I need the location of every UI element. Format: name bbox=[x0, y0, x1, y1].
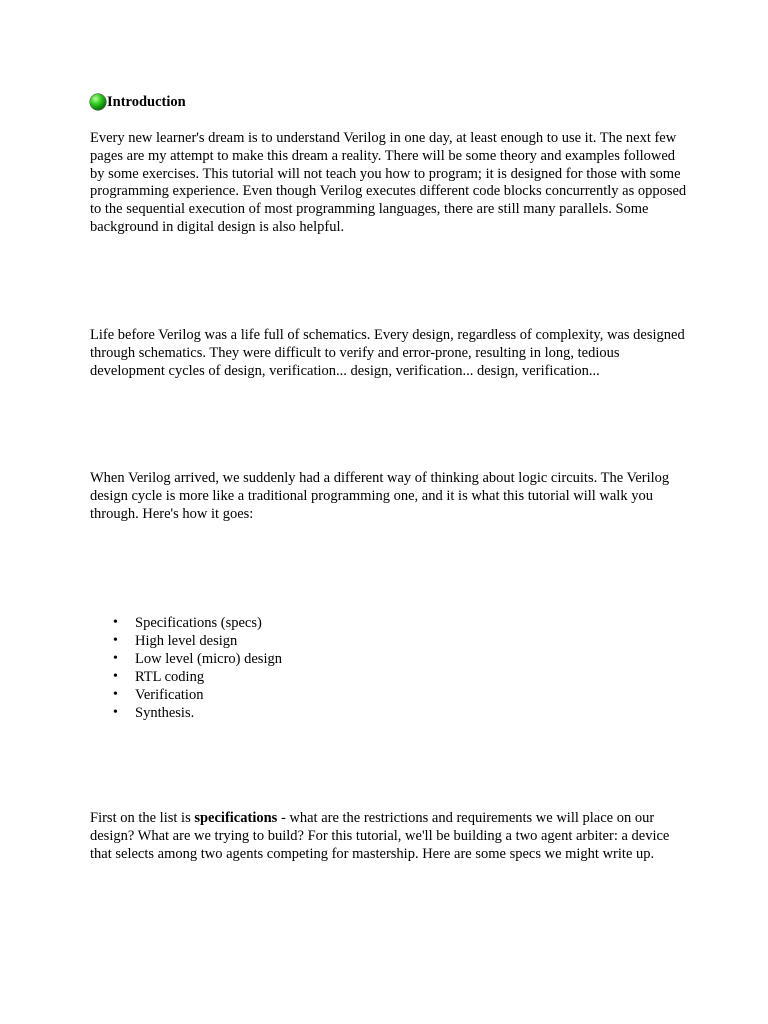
bullet-icon: • bbox=[113, 669, 118, 684]
bullet-icon: • bbox=[113, 633, 118, 648]
specifications-term: specifications bbox=[194, 810, 278, 826]
list-item bbox=[90, 650, 282, 668]
green-ball-icon bbox=[90, 94, 106, 110]
design-cycle-list bbox=[90, 614, 282, 722]
list-item bbox=[90, 632, 282, 650]
list-item-text: High level design bbox=[135, 633, 238, 649]
list-item-text: Verification bbox=[135, 687, 204, 703]
list-item bbox=[90, 704, 282, 722]
schematics-paragraph: Life before Verilog was a life full of schematics. Every design, regardless of complexity, was designed through schematics. They were difficult to verify and error-prone, resulting in long, tedious development cycles of design, verification... design, verification... design, verification... bbox=[90, 327, 685, 379]
bullet-icon: • bbox=[113, 651, 118, 666]
list-item bbox=[90, 668, 282, 686]
list-item-text: RTL coding bbox=[135, 669, 205, 685]
bullet-icon: • bbox=[113, 615, 118, 630]
section-heading bbox=[90, 92, 186, 112]
section-heading-text: Introduction bbox=[107, 94, 186, 110]
list-item bbox=[90, 614, 282, 632]
list-item-text: Specifications (specs) bbox=[135, 615, 262, 631]
specifications-text-before: First on the list is bbox=[90, 810, 195, 826]
specifications-paragraph bbox=[90, 810, 690, 863]
bullet-icon: • bbox=[113, 687, 118, 702]
list-item-text: Synthesis. bbox=[135, 705, 195, 721]
intro-paragraph: Every new learner's dream is to understand Verilog in one day, at least enough to use it. The next few pages are my attempt to make this dream a reality. There will be some theory and examples followed by some exercises. This tutorial will not teach you how to program; it is designed for those with some programming experience. Even though Verilog executes different code blocks concurrently as opposed to the sequential execution of most programming languages, there are still many parallels. Some background in digital design is also helpful. bbox=[90, 130, 687, 235]
list-item-text: Low level (micro) design bbox=[135, 651, 282, 667]
bullet-icon: • bbox=[113, 705, 118, 720]
list-item bbox=[90, 686, 282, 704]
specifications-text-after: - what are the restrictions and requirements we will place on our design? What are we trying to build? For this tutorial, we'll be building a two agent arbiter: a device that selects among two agents competing for mastership. Here are some specs we might write up. bbox=[90, 810, 670, 862]
verilog-arrival-paragraph: When Verilog arrived, we suddenly had a different way of thinking about logic circuits. The Verilog design cycle is more like a traditional programming one, and it is what this tutorial will walk you through. Here's how it goes: bbox=[90, 470, 670, 522]
